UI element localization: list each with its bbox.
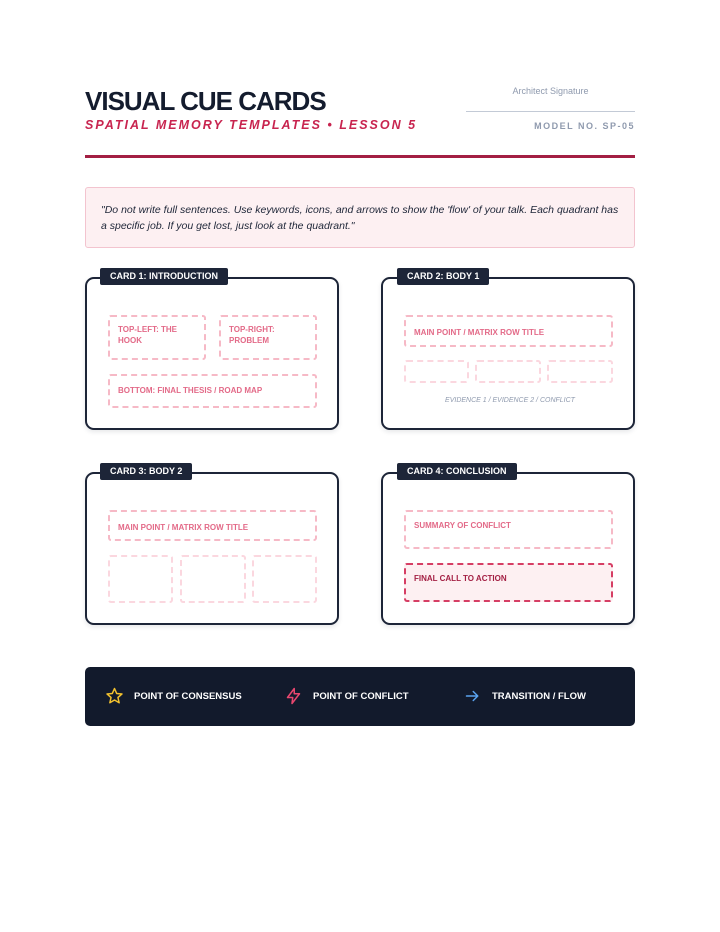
legend-consensus-label: POINT OF CONSENSUS [134,690,242,702]
evidence-1-box[interactable] [404,360,469,383]
main-point-box[interactable]: MAIN POINT / MATRIX ROW TITLE [108,510,317,541]
conflict-box[interactable] [252,555,317,603]
evidence-caption: EVIDENCE 1 / EVIDENCE 2 / CONFLICT [445,397,575,404]
model-number: MODEL NO. SP-05 [534,121,635,131]
card-conclusion [381,472,635,625]
star-icon [105,687,124,705]
page-subtitle: SPATIAL MEMORY TEMPLATES • LESSON 5 [85,118,418,132]
call-to-action-box[interactable]: FINAL CALL TO ACTION [404,563,613,602]
card-tag-introduction: CARD 1: INTRODUCTION [100,268,228,285]
card-introduction [85,277,339,430]
card-body-1 [381,277,635,430]
evidence-2-box[interactable] [180,555,246,603]
main-point-box[interactable]: MAIN POINT / MATRIX ROW TITLE [404,315,613,347]
card-body-2 [85,472,339,625]
hook-box[interactable]: TOP-LEFT: THE HOOK [108,315,206,360]
card-tag-body-2: CARD 3: BODY 2 [100,463,192,480]
legend-transition [463,687,586,705]
legend-conflict [284,687,409,705]
problem-box[interactable]: TOP-RIGHT: PROBLEM [219,315,317,360]
signature-label: Architect Signature [512,86,589,96]
summary-box[interactable]: SUMMARY OF CONFLICT [404,510,613,549]
evidence-1-box[interactable] [108,555,173,603]
evidence-2-box[interactable] [475,360,541,383]
legend-bar [85,667,635,726]
instructions-quote: "Do not write full sentences. Use keywords, icons, and arrows to show the 'flow' of your talk. Each quadrant has a specific job. If you get lost, just look at the quadrant." [85,187,635,248]
conflict-box[interactable] [547,360,613,383]
page-title: VISUAL CUE CARDS [85,86,326,116]
legend-transition-label: TRANSITION / FLOW [492,690,586,702]
legend-consensus [105,687,242,705]
lightning-icon [284,687,303,705]
thesis-box[interactable]: BOTTOM: FINAL THESIS / ROAD MAP [108,374,317,408]
legend-conflict-label: POINT OF CONFLICT [313,690,409,702]
header-divider [85,155,635,158]
signature-line [466,111,635,112]
card-tag-conclusion: CARD 4: CONCLUSION [397,463,517,480]
arrow-right-icon [463,687,482,705]
card-tag-body-1: CARD 2: BODY 1 [397,268,489,285]
